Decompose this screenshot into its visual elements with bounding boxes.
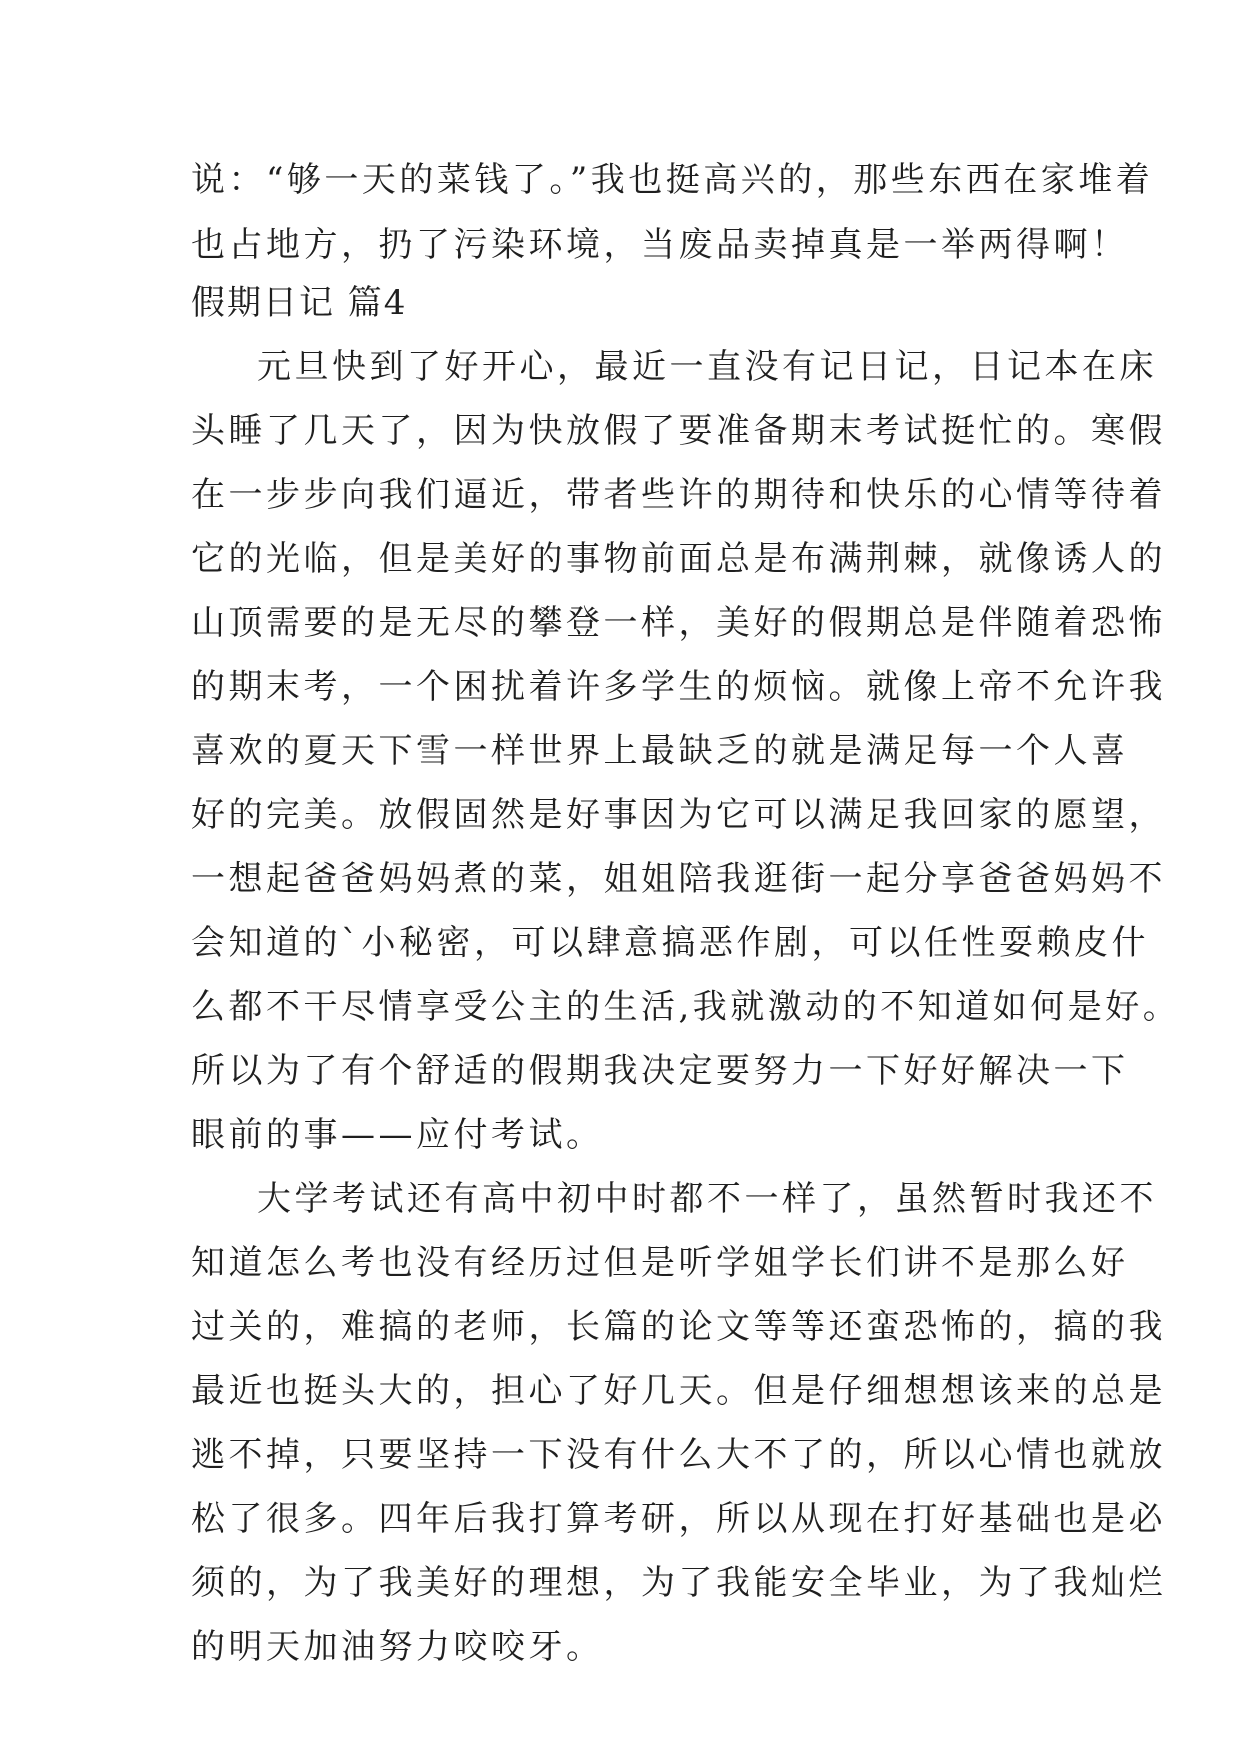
paragraph-1-line: 它的光临，但是美好的事物前面总是布满荆棘，就像诱人的 xyxy=(191,539,1166,579)
paragraph-1-line: 一想起爸爸妈妈煮的菜，姐姐陪我逛街一起分享爸爸妈妈不 xyxy=(191,859,1166,899)
paragraph-1-line: 眼前的事——应付考试。 xyxy=(191,1115,604,1155)
paragraph-2-line: 最近也挺头大的，担心了好几天。但是仔细想想该来的总是 xyxy=(191,1371,1166,1411)
paragraph-1-line: 的期末考，一个困扰着许多学生的烦恼。就像上帝不允许我 xyxy=(191,667,1166,707)
paragraph-1-line: 在一步步向我们逼近，带者些许的期待和快乐的心情等待着 xyxy=(191,475,1166,515)
paragraph-1-line: 山顶需要的是无尽的攀登一样，美好的假期总是伴随着恐怖 xyxy=(191,603,1166,643)
paragraph-2-line: 逃不掉，只要坚持一下没有什么大不了的，所以心情也就放 xyxy=(191,1435,1166,1475)
paragraph-2-line: 大学考试还有高中初中时都不一样了，虽然暂时我还不 xyxy=(257,1179,1157,1219)
paragraph-1-line: 会知道的`小秘密，可以肆意搞恶作剧，可以任性耍赖皮什 xyxy=(191,923,1149,963)
paragraph-1-line: 所以为了有个舒适的假期我决定要努力一下好好解决一下 xyxy=(191,1051,1129,1091)
paragraph-2-line: 须的，为了我美好的理想，为了我能安全毕业，为了我灿烂 xyxy=(191,1563,1166,1603)
paragraph-1-line: 喜欢的夏天下雪一样世界上最缺乏的就是满足每一个人喜 xyxy=(191,731,1129,771)
paragraph-1-line: 头睡了几天了，因为快放假了要准备期末考试挺忙的。寒假 xyxy=(191,411,1166,451)
paragraph-1-line: 元旦快到了好开心，最近一直没有记日记，日记本在床 xyxy=(257,347,1157,387)
intro-line-2: 也占地方，扔了污染环境，当废品卖掉真是一举两得啊！ xyxy=(191,225,1129,265)
paragraph-2-line: 过关的，难搞的老师，长篇的论文等等还蛮恐怖的，搞的我 xyxy=(191,1307,1166,1347)
paragraph-2-line: 松了很多。四年后我打算考研，所以从现在打好基础也是必 xyxy=(191,1499,1166,1539)
paragraph-1-line: 么都不干尽情享受公主的生活,我就激动的不知道如何是好。 xyxy=(191,987,1181,1027)
intro-line-1: 说：“够一天的菜钱了。”我也挺高兴的，那些东西在家堆着 xyxy=(191,160,1154,200)
section-title: 假期日记 篇4 xyxy=(191,283,408,323)
paragraph-1-line: 好的完美。放假固然是好事因为它可以满足我回家的愿望， xyxy=(191,795,1166,835)
paragraph-2-line: 知道怎么考也没有经历过但是听学姐学长们讲不是那么好 xyxy=(191,1243,1129,1283)
paragraph-2-line: 的明天加油努力咬咬牙。 xyxy=(191,1627,604,1667)
